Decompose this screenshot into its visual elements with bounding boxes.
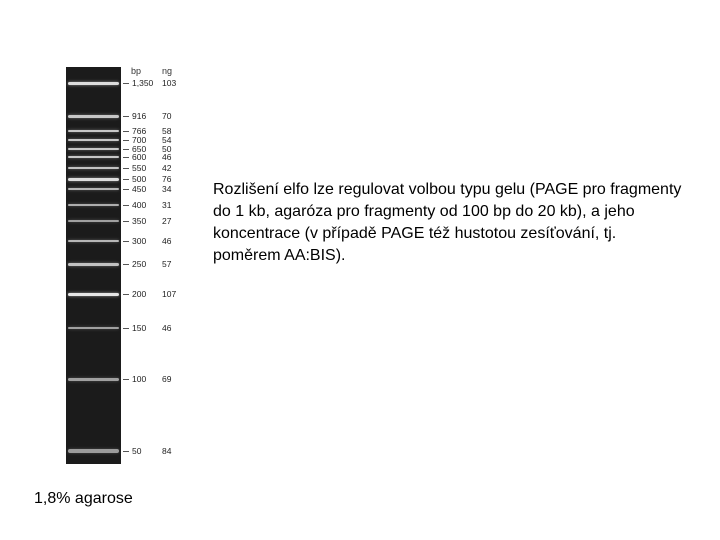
ladder-band	[68, 148, 119, 150]
ladder-tick	[123, 241, 129, 242]
bp-label: 50	[132, 446, 142, 456]
bp-label: 1,350	[132, 78, 154, 88]
ng-label: 50	[162, 144, 172, 154]
ladder-tick	[123, 116, 129, 117]
ladder-tick	[123, 157, 129, 158]
ng-label: 46	[162, 152, 172, 162]
ladder-band	[68, 240, 119, 242]
ladder-band	[68, 156, 119, 158]
ng-label: 46	[162, 323, 172, 333]
ladder-band	[68, 82, 119, 85]
ng-label: 103	[162, 78, 177, 88]
bp-label: 200	[132, 289, 147, 299]
ladder-band	[68, 115, 119, 118]
ladder-band	[68, 263, 119, 266]
ladder-tick	[123, 83, 129, 84]
ng-label: 70	[162, 111, 172, 121]
ng-label: 42	[162, 163, 172, 173]
ladder-tick	[123, 451, 129, 452]
bp-label: 700	[132, 135, 147, 145]
ladder-tick	[123, 294, 129, 295]
ng-label: 84	[162, 446, 172, 456]
ng-label: 58	[162, 126, 172, 136]
ng-label: 76	[162, 174, 172, 184]
bp-label: 916	[132, 111, 147, 121]
ladder-tick	[123, 328, 129, 329]
ng-label: 27	[162, 216, 172, 226]
ng-label: 31	[162, 200, 172, 210]
ng-label: 107	[162, 289, 177, 299]
ladder-tick	[123, 179, 129, 180]
ng-column-header: ng	[162, 66, 173, 76]
ladder-band	[68, 188, 119, 190]
ladder-band	[68, 139, 119, 141]
ng-label: 54	[162, 135, 172, 145]
ladder-band	[68, 449, 119, 453]
agarose-concentration-label: 1,8% agarose	[34, 490, 133, 507]
bp-label: 350	[132, 216, 147, 226]
ladder-band	[68, 178, 119, 181]
bp-label: 250	[132, 259, 147, 269]
ladder-band	[68, 167, 119, 169]
ladder-band	[68, 220, 119, 222]
bp-label: 766	[132, 126, 147, 136]
ladder-tick	[123, 140, 129, 141]
ladder-tick	[123, 189, 129, 190]
ladder-band	[68, 293, 119, 296]
bp-label: 150	[132, 323, 147, 333]
ladder-band	[68, 378, 119, 381]
bp-column-header: bp	[131, 66, 142, 76]
ladder-tick	[123, 264, 129, 265]
ladder-band	[68, 130, 119, 132]
ladder-tick	[123, 379, 129, 380]
bp-label: 300	[132, 236, 147, 246]
ladder-tick	[123, 205, 129, 206]
ng-label: 69	[162, 374, 172, 384]
ladder-band	[68, 327, 119, 329]
ng-label: 34	[162, 184, 172, 194]
ladder-tick	[123, 149, 129, 150]
bp-label: 450	[132, 184, 147, 194]
bp-label: 650	[132, 144, 147, 154]
bp-label: 550	[132, 163, 147, 173]
bp-label: 100	[132, 374, 147, 384]
ladder-tick	[123, 131, 129, 132]
bp-label: 500	[132, 174, 147, 184]
ladder-tick	[123, 168, 129, 169]
bp-label: 400	[132, 200, 147, 210]
bp-label: 600	[132, 152, 147, 162]
description-text: Rozlišení elfo lze regulovat volbou typu gelu (PAGE pro fragmenty do 1 kb, agaróza pro fragmenty od 100 bp do 20 kb), a jeho koncentrace (v případě PAGE též hustotou zesíťování, tj. poměrem AA:BIS).	[213, 181, 682, 264]
agarose-gel-image	[66, 67, 121, 464]
ladder-band	[68, 204, 119, 206]
ng-label: 57	[162, 259, 172, 269]
ladder-tick	[123, 221, 129, 222]
ng-label: 46	[162, 236, 172, 246]
